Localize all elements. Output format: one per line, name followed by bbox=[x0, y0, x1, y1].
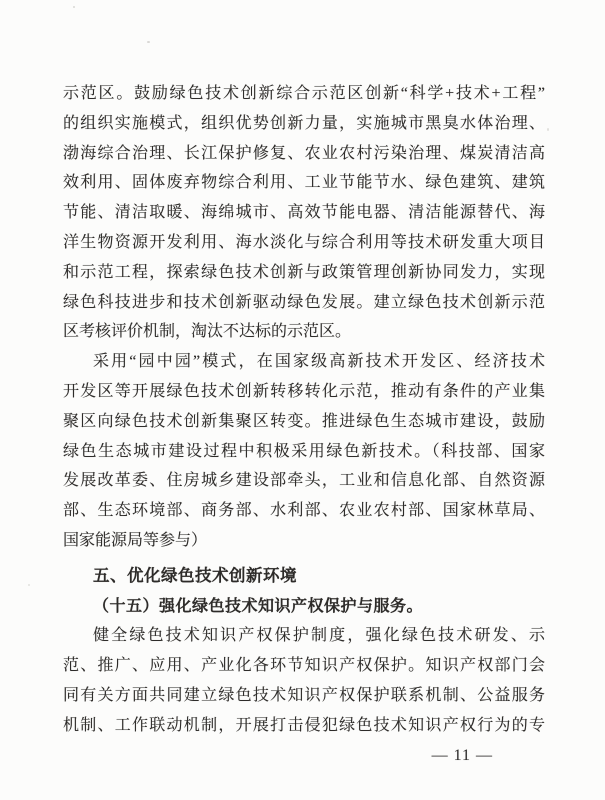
text-line: 的组织实施模式，组织优势创新力量，实施城市黑臭水体治理、 bbox=[63, 114, 545, 132]
text-line: 开发区等开展绿色技术创新转移转化示范，推动有条件的产业集 bbox=[63, 382, 545, 400]
scan-speckle bbox=[28, 584, 30, 586]
text-line: 绿色科技进步和技术创新驱动绿色发展。建立绿色技术创新示范 bbox=[63, 293, 545, 311]
text-line: 效利用、固体废弃物综合利用、工业节能节水、绿色建筑、建筑 bbox=[63, 174, 545, 192]
section-heading: 五、优化绿色技术创新环境 bbox=[93, 566, 297, 585]
document-text-block bbox=[63, 79, 545, 741]
subsection-heading: （十五）强化绿色技术知识产权保护与服务。 bbox=[93, 597, 424, 615]
text-line: 采用“园中园”模式，在国家级高新技术开发区、经济技术 bbox=[93, 353, 545, 371]
text-line: 洋生物资源开发利用、海水淡化与综合利用等技术研发重大项目 bbox=[63, 233, 545, 251]
text-line: 范、推广、应用、产业化各环节知识产权保护。知识产权部门会 bbox=[63, 657, 545, 675]
scan-speckle bbox=[547, 128, 549, 131]
text-line: 国家能源局等参与） bbox=[63, 531, 208, 549]
scan-speckle bbox=[147, 41, 150, 43]
text-line: 健全绿色技术知识产权保护制度，强化绿色技术研发、示 bbox=[93, 627, 545, 645]
text-line: 区考核评价机制，淘汰不达标的示范区。 bbox=[63, 323, 352, 341]
scan-speckle bbox=[73, 6, 75, 8]
text-line: 聚区向绿色技术创新集聚区转变。推进绿色生态城市建设，鼓励 bbox=[63, 412, 545, 430]
text-line: 和示范工程，探索绿色技术创新与政策管理创新协同发力，实现 bbox=[63, 263, 545, 281]
text-line: 机制、工作联动机制，开展打击侵犯绿色技术知识产权行为的专 bbox=[63, 716, 545, 734]
page-number: — 11 — bbox=[431, 747, 493, 764]
text-line: 部、生态环境部、商务部、水利部、农业农村部、国家林草局、 bbox=[63, 502, 545, 520]
text-line: 示范区。鼓励绿色技术创新综合示范区创新“科学+技术+工程” bbox=[63, 85, 545, 102]
text-line: 节能、清洁取暖、海绵城市、高效节能电器、清洁能源替代、海 bbox=[63, 204, 545, 222]
text-line: 发展改革委、住房城乡建设部牵头，工业和信息化部、自然资源 bbox=[63, 472, 545, 490]
text-line: 同有关方面共同建立绿色技术知识产权保护联系机制、公益服务 bbox=[63, 686, 545, 704]
text-line: 渤海综合治理、长江保护修复、农业农村污染治理、煤炭清洁高 bbox=[63, 144, 545, 162]
text-line: 绿色生态城市建设过程中积极采用绿色新技术。（科技部、国家 bbox=[63, 442, 545, 460]
